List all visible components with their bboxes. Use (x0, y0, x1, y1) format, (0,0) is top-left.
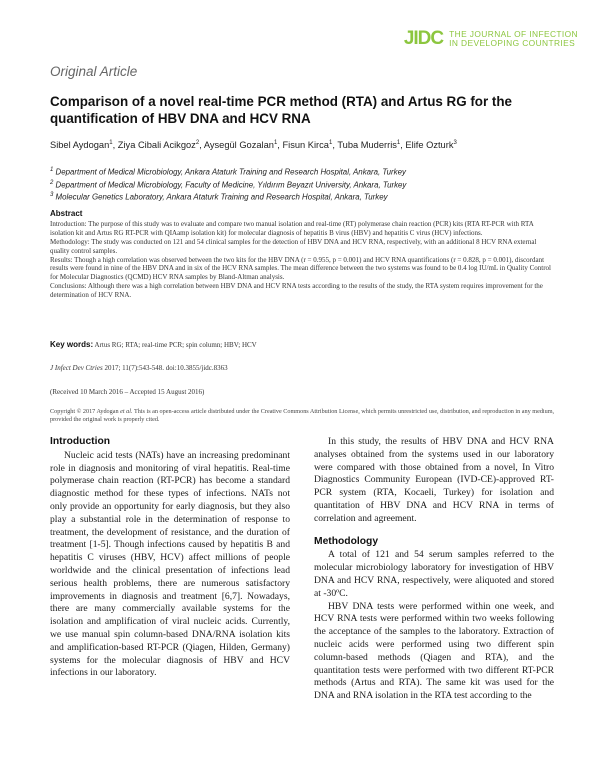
copyright-etal: et al. (120, 408, 133, 415)
copyright-notice (50, 408, 556, 425)
methodology-heading: Methodology (314, 535, 379, 547)
introduction-paragraph-1: Nucleic acid tests (NATs) have an increasing predominant role in diagnosis and monitoring of viral hepatitis. Real-time polymerase chain reaction (RT-PCR) has become a standard diagnostic method for these types of infections. NATs not only provide an opportunity for early diagnosis, but they also play a substantial role in the determination of response to treatment, the development of resistance, and the duration of treatment [1-5]. Though infections caused by hepatitis B and hepatitis C viruses (HBV, HCV) affect millions of people worldwide and the clinical presentation of infections lead serious health problems, there are numerous satisfactory improvements in diagnosis and treatment [6,7]. Nowadays, there are many commercially available systems for the isolation and amplification of viral nucleic acids. Currently, we use manual spin column-based DNA/RNA isolation kits and amplification-based RT-PCR (Qiagen, Hilden, Germany) systems for the molecular diagnosis of HBV and HCV infections in our laboratory. (50, 449, 290, 679)
author-sup: 2 (195, 140, 200, 146)
journal-name (449, 30, 578, 49)
author: Sibel Aydogan (50, 140, 110, 151)
citation-details: 2017; 11(7):543-548. doi:10.3855/jidc.8363 (104, 364, 228, 372)
keywords-label: Key words: (50, 340, 94, 349)
methodology-paragraph-1: A total of 121 and 54 serum samples referred to the molecular microbiology laboratory for investigation of HBV DNA and HCV RNA, respectively, were aliquoted and stored at -30ºC. (314, 549, 554, 599)
article-type: Original Article (50, 64, 138, 79)
copyright-prefix: Copyright © 2017 Aydogan (50, 408, 119, 415)
author-sup: 1 (273, 140, 278, 146)
affiliations (50, 165, 570, 203)
right-column (314, 436, 554, 703)
affiliation-sup: 3 (50, 192, 54, 199)
author: Elife Ozturk (405, 140, 454, 151)
journal-name-line1: THE JOURNAL OF INFECTION (449, 28, 578, 39)
keywords-text: Artus RG; RTA; real-time PCR; spin column; HBV; HCV (94, 341, 257, 349)
author-list: Sibel Aydogan$^1$, Ziya Cibali Acikgoz$^2$, Aysegül Gozalan$^1$, Fisun Kirca$^1$, Tuba Muderris$^1$, Elife Ozturk$^3$ (50, 140, 457, 151)
abstract-results: Results: Though a high correlation was observed between the two kits for the HBV DNA (r = 0.955, p = 0.001) and HCV RNA quantifications (r = 0.828, p = 0.001), discordant results were found in nine of the HBV DNA and in six of the HCV RNA samples. The mean difference between the two systems was found to be 0.4 log IU/mL in Quality Control for Molecular Diagnostics (QCMD) HCV RNA samples by Bland-Altman analysis. (50, 255, 552, 282)
affiliation (50, 165, 570, 178)
author-sup: 1 (328, 140, 333, 146)
abstract-methodology: Methodology: The study was conducted on 121 and 54 clinical samples for the detection of HBV DNA and HCV RNA, respectively, with an additional 8 HCV RNA external quality control samples. (50, 237, 537, 255)
journal-name-line2: IN DEVELOPING COUNTRIES (449, 38, 576, 48)
affiliation-sup: 2 (50, 179, 54, 186)
affiliation-text: Department of Medical Microbiology, Ankara Ataturk Training and Research Hospital, Ankara, Turkey (55, 167, 406, 177)
author-sup: 1 (109, 140, 113, 146)
author-sup: 1 (396, 140, 401, 146)
keywords (50, 340, 556, 349)
left-column (50, 436, 290, 680)
methodology-paragraph-2: HBV DNA tests were performed within one week, and HCV RNA tests were performed within two weeks following the acceptance of the samples to the laboratory. Extraction of nucleic acids were performed using two different spin column-based methods (Qiagen and RTA), and the quantitation tests were performed with two different RT-PCR methods (Artus and RTA). The same kit was used for the DNA and RNA isolation in the RTA test according to the (314, 600, 554, 702)
article-title: Comparison of a novel real-time PCR method (RTA) and Artus RG for the quantification of HBV DNA and HCV RNA (50, 94, 513, 126)
abstract-conclusions: Conclusions: Although there was a high correlation between HBV DNA and HCV RNA tests according to the results of the study, the RTA system requires improvement for the determination of HCV RNA. (50, 282, 543, 300)
citation (50, 364, 228, 372)
affiliation (50, 178, 570, 191)
introduction-paragraph-2: In this study, the results of HBV DNA and HCV RNA analyses obtained from the systems used in our laboratory were compared with those obtained from a novel, In Vitro Diagnostics Community European (IVD-CE)-approved RT-PCR system (RTA, Kocaeli, Turkey) for isolation and quantitation of HBV DNA and HCV RNA in terms of correlation and agreement. (314, 436, 554, 524)
citation-journal: J Infect Dev Ctries (50, 364, 103, 372)
author: Fisun Kirca (282, 140, 329, 151)
affiliation-text: Department of Medical Microbiology, Faculty of Medicine, Yıldırım Beyazıt University, Ankara, Turkey (55, 180, 407, 190)
author-sup: 3 (453, 140, 457, 146)
abstract-heading: Abstract (50, 209, 83, 218)
affiliation (50, 190, 570, 203)
author: Ziya Cibali Acikgoz (117, 140, 196, 151)
affiliation-sup: 1 (50, 167, 54, 173)
introduction-heading: Introduction (50, 436, 111, 447)
abstract (50, 210, 556, 300)
journal-header (404, 28, 578, 50)
author: Aysegül Gozalan (203, 140, 274, 151)
author: Tuba Muderris (337, 140, 397, 151)
abstract-introduction: Introduction: The purpose of this study was to evaluate and compare two manual isolation and real-time (RT) polymerase chain reaction (PCR) kits (RTA RT-PCR with RTA isolation kit and Artus RG RT-PCR with QIAamp isolation kit) for molecular diagnosis of hepatitis B virus (HBV) and hepatitis C virus (HCV) infections. (50, 219, 534, 237)
affiliation-text: Molecular Genetics Laboratory, Ankara Ataturk Training and Research Hospital, Ankara, Turkey (55, 192, 388, 202)
copyright-rest: This is an open-access article distributed under the Creative Commons Attribution License, which permits unrestricted use, distribution, and reproduction in any medium, provided the original work is properly cited. (50, 408, 555, 424)
received-dates: (Received 10 March 2016 – Accepted 15 August 2016) (50, 388, 205, 396)
journal-logo: JIDC (403, 28, 444, 49)
